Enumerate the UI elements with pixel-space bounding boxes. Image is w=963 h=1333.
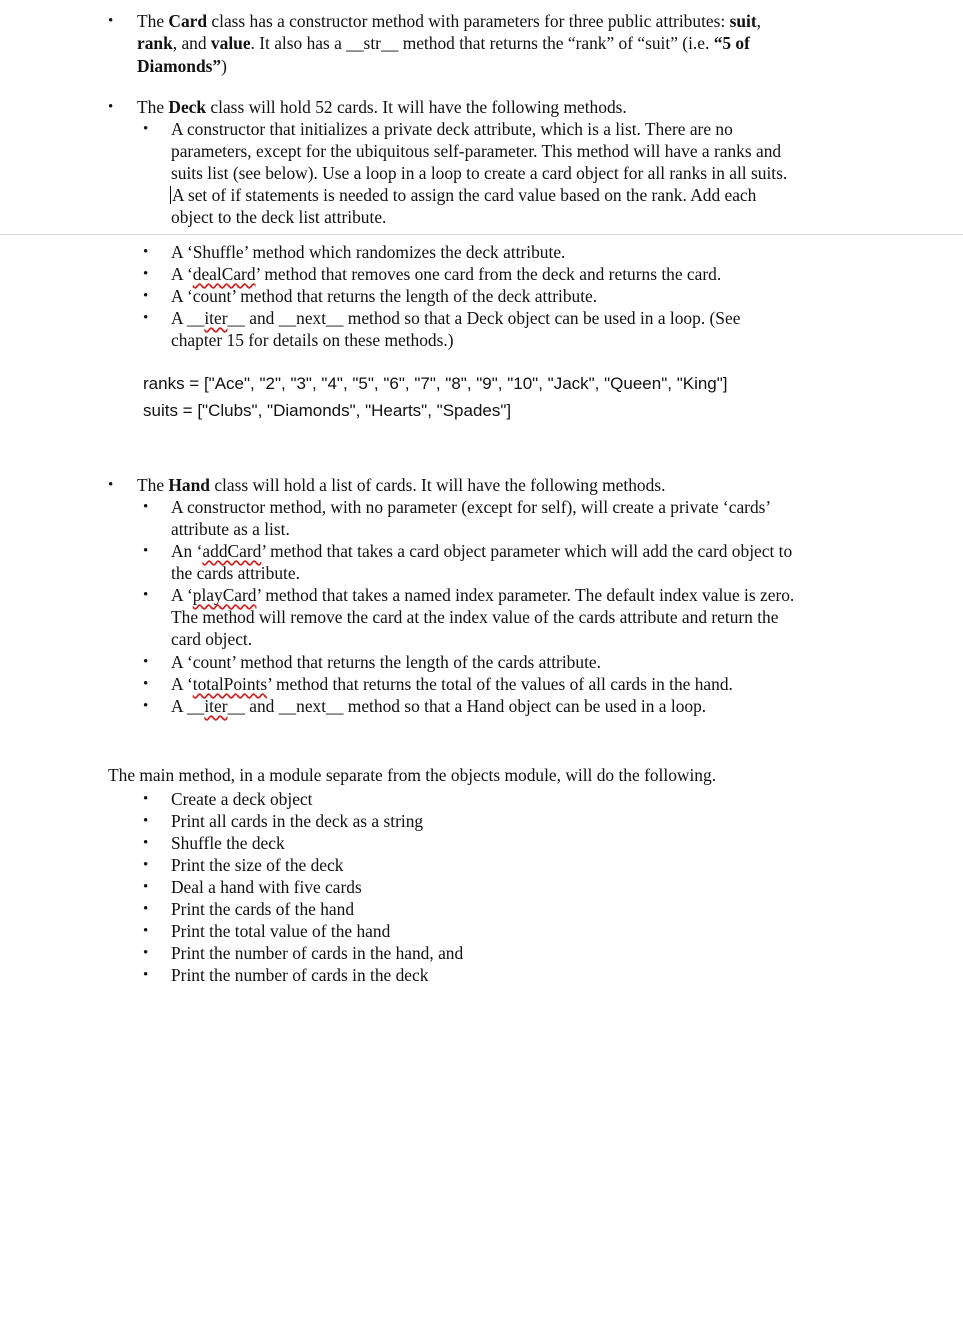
bullet-step: •: [143, 857, 149, 873]
deck-iter-method-line-2: chapter 15 for details on these methods.): [171, 330, 454, 350]
hand-iter-method: A __iter__ and __next__ method so that a Hand object can be used in a loop.: [171, 696, 707, 716]
bullet-step: •: [143, 791, 149, 807]
bullet-shuffle: •: [143, 244, 149, 260]
deck-count-method: A ‘count’ method that returns the length of the deck attribute.: [171, 286, 598, 306]
deck-shuffle-method: A ‘Shuffle’ method which randomizes the deck attribute.: [171, 242, 566, 262]
bullet-card: •: [108, 13, 114, 29]
bullet-step: •: [143, 901, 149, 917]
page-break-divider: [0, 234, 963, 235]
main-step: Print the total value of the hand: [171, 921, 391, 941]
hand-intro: The Hand class will hold a list of cards. It will have the following methods.: [137, 475, 666, 495]
bullet-step: •: [143, 967, 149, 983]
ranks-list-code: ranks = ["Ace", "2", "3", "4", "5", "6", "7", "8", "9", "10", "Jack", "Queen", "King"]: [143, 374, 728, 393]
bullet-deck-iter: •: [143, 310, 149, 326]
bullet-hand-count: •: [143, 654, 149, 670]
hand-playcard-method-line-2: The method will remove the card at the index value of the cards attribute and return the: [171, 607, 779, 627]
hand-constructor-line-2: attribute as a list.: [171, 519, 290, 539]
deck-constructor-line-2: parameters, except for the ubiquitous self-parameter. This method will have a ranks and: [171, 141, 782, 161]
deck-intro: The Deck class will hold 52 cards. It will have the following methods.: [137, 97, 627, 117]
hand-playcard-method-line-3: card object.: [171, 629, 253, 649]
deck-dealcard-method: A ‘dealCard’ method that removes one card from the deck and returns the card.: [171, 264, 722, 284]
text-cursor: [170, 186, 171, 204]
bullet-step: •: [143, 879, 149, 895]
bullet-addcard: •: [143, 543, 149, 559]
bullet-deck-constructor: •: [143, 121, 149, 137]
main-step: Create a deck object: [171, 789, 313, 809]
bullet-deck-count: •: [143, 288, 149, 304]
bullet-deck: •: [108, 99, 114, 115]
hand-count-method: A ‘count’ method that returns the length of the cards attribute.: [171, 652, 601, 672]
bullet-playcard: •: [143, 587, 149, 603]
deck-constructor-line-1: A constructor that initializes a private deck attribute, which is a list. There are no: [171, 119, 733, 139]
bullet-hand-constructor: •: [143, 499, 149, 515]
bullet-step: •: [143, 813, 149, 829]
main-step: Print the number of cards in the deck: [171, 965, 429, 985]
card-line-2: rank, and value. It also has a __str__ method that returns the “rank” of “suit” (i.e. “5 of: [137, 33, 750, 53]
deck-constructor-line-3: suits list (see below). Use a loop in a loop to create a card object for all ranks in all suits.: [171, 163, 788, 183]
deck-constructor-line-5: object to the deck list attribute.: [171, 207, 387, 227]
hand-playcard-method: A ‘playCard’ method that takes a named index parameter. The default index value is zero.: [171, 585, 795, 605]
bullet-step: •: [143, 923, 149, 939]
bullet-step: •: [143, 945, 149, 961]
hand-addcard-method-line-2: the cards attribute.: [171, 563, 300, 583]
hand-constructor-line-1: A constructor method, with no parameter (except for self), will create a private ‘cards’: [171, 497, 772, 517]
bullet-hand-iter: •: [143, 698, 149, 714]
main-intro: The main method, in a module separate from the objects module, will do the following.: [108, 765, 717, 785]
main-step: Print the number of cards in the hand, and: [171, 943, 464, 963]
deck-constructor-line-4[interactable]: A set of if statements is needed to assign the card value based on the rank. Add each: [172, 185, 757, 205]
card-line-3: Diamonds”): [137, 56, 227, 76]
bullet-dealcard: •: [143, 266, 149, 282]
deck-iter-method: A __iter__ and __next__ method so that a Deck object can be used in a loop. (See: [171, 308, 741, 328]
main-step: Print the size of the deck: [171, 855, 344, 875]
hand-totalpoints-method: A ‘totalPoints’ method that returns the total of the values of all cards in the hand.: [171, 674, 733, 694]
bullet-step: •: [143, 835, 149, 851]
suits-list-code: suits = ["Clubs", "Diamonds", "Hearts", "Spades"]: [143, 401, 512, 420]
main-step: Deal a hand with five cards: [171, 877, 362, 897]
card-line-1: The Card class has a constructor method with parameters for three public attributes: suit,: [137, 11, 761, 31]
bullet-hand: •: [108, 477, 114, 493]
main-step: Shuffle the deck: [171, 833, 285, 853]
hand-addcard-method: An ‘addCard’ method that takes a card object parameter which will add the card object to: [171, 541, 793, 561]
main-step: Print the cards of the hand: [171, 899, 355, 919]
bullet-totalpoints: •: [143, 676, 149, 692]
main-step: Print all cards in the deck as a string: [171, 811, 424, 831]
